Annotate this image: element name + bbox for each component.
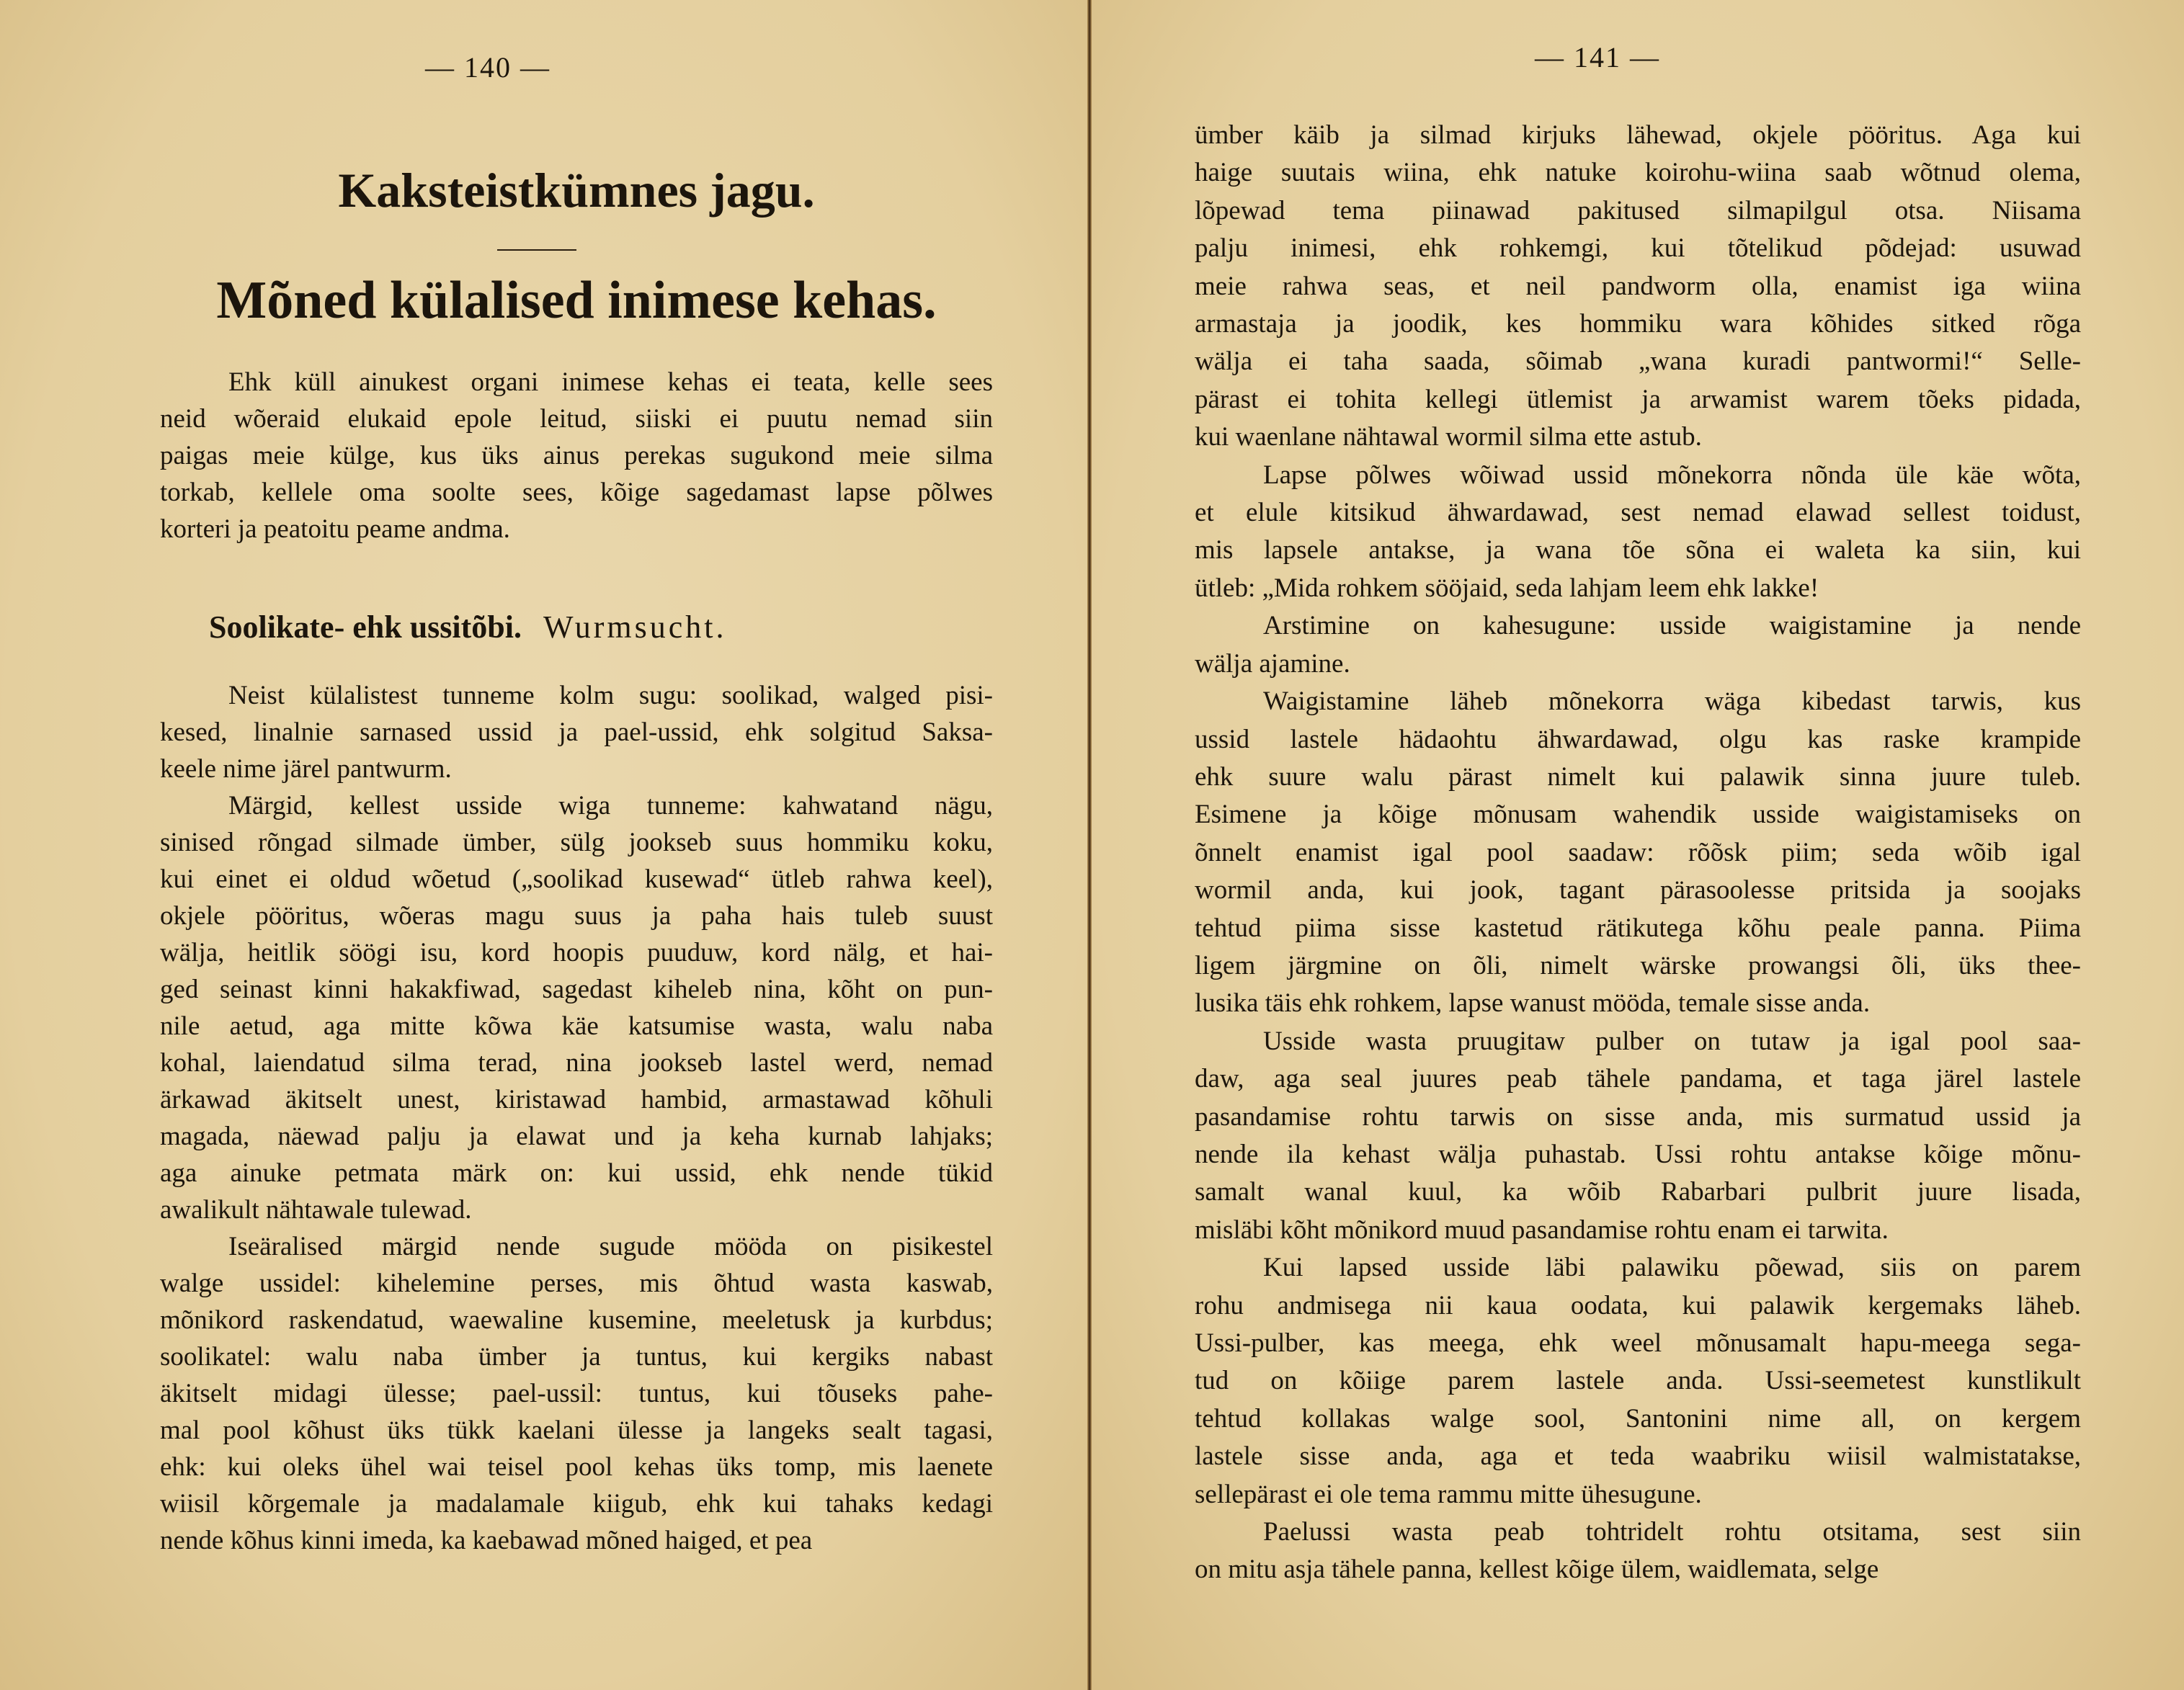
text-line: torkab, kellele oma soolte sees, kõige sagedamast lapse põlwes: [160, 478, 993, 507]
text-line: mal pool kõhust üks tükk kaelani ülesse ja langeks sealt tagasi,: [160, 1416, 993, 1445]
text-line: pasandamise rohtu tarwis on sisse anda, mis surmatud ussid ja: [1195, 1101, 2081, 1132]
text-line: Neist külalistest tunneme kolm sugu: soolikad, walged pisi-: [228, 681, 993, 710]
text-line: meie rahwa seas, et neil pandworm olla, enamist iga wiina: [1195, 271, 2081, 301]
text-line: mis lapsele antakse, ja wana tõe sõna ei waleta ka siin, kui: [1195, 535, 2081, 565]
text-line: Lapse põlwes wõiwad ussid mõnekorra nõnda üle käe wõta,: [1263, 460, 2081, 490]
text-line: pärast ei tohita kellegi ütlemist ja arwamist warem tõeks pidada,: [1195, 384, 2081, 414]
text-line: lõpewad tema piinawad pakitused silmapilgul otsa. Niisama: [1195, 195, 2081, 225]
text-line: wälja ajamine.: [1195, 648, 1350, 679]
section-heading-german: Wurmsucht.: [543, 609, 727, 645]
text-line: lusika täis ehk rohkem, lapse wanust mööda, temale sisse anda.: [1195, 988, 1871, 1019]
page-number: — 141 —: [1535, 41, 1660, 73]
intro-paragraph: [160, 364, 993, 547]
text-line: sinised rõngad silmade ümber, sülg jookseb suus hommiku koku,: [160, 828, 993, 857]
section-heading-title: Soolikate- ehk ussitõbi.: [209, 609, 522, 645]
text-line: kesed, linalnie sarnased ussid ja pael-ussid, ehk solgitud Saksa-: [160, 717, 993, 747]
text-line: aga ainuke petmata märk on: kui ussid, ehk nende tükid: [160, 1158, 993, 1188]
text-line: ligem järgmine on õli, nimelt wärske prowangsi õli, üks thee-: [1195, 950, 2081, 980]
text-line: soolikatel: walu naba ümber ja tuntus, kui kergiks nabast: [160, 1342, 993, 1372]
left-body-text: [160, 677, 993, 1559]
text-line: rohu andmisega nii kaua oodata, kui palawik kergemaks läheb.: [1195, 1290, 2081, 1320]
chapter-title: Kaksteistkümnes jagu.: [338, 163, 815, 218]
text-line: kui waenlane nähtawal wormil silma ette astub.: [1195, 422, 1702, 452]
text-line: Arstimine on kahesugune: usside waigistamine ja nende: [1263, 611, 2081, 641]
chapter-subtitle: Mõned külalised inimese kehas.: [216, 271, 937, 330]
text-line: keele nime järel pantwurm.: [160, 754, 452, 784]
text-line: ehk: kui oleks ühel wai teisel pool kehas üks tomp, mis laenete: [160, 1452, 993, 1482]
text-line: Iseäralised märgid nende sugude mööda on pisikestel: [228, 1232, 993, 1261]
text-line: daw, aga seal juures peab tähele pandama, et taga järel lastele: [1195, 1064, 2081, 1094]
text-line: tud on kõiige parem lastele anda. Ussi-seemetest kunstlikult: [1195, 1366, 2081, 1396]
text-line: Paelussi wasta peab tohtridelt rohtu otsitama, sest siin: [1263, 1517, 2081, 1547]
text-line: nende kõhus kinni imeda, ka kaebawad mõned haiged, et pea: [160, 1526, 813, 1555]
text-line: Ussi-pulber, kas meega, ehk weel mõnusamalt hapu-meega sega-: [1195, 1328, 2081, 1358]
text-line: on mitu asja tähele panna, kellest kõige ülem, waidlemata, selge: [1195, 1555, 1879, 1585]
text-line: magada, näewad palju ja elawat und ja keha kurnab lahjaks;: [160, 1122, 993, 1151]
text-line: õnnelt enamist igal pool saadaw: rõõsk piim; seda wõib igal: [1195, 837, 2081, 867]
text-line: armastaja ja joodik, kes hommiku wara kõhides sitked rõga: [1195, 309, 2081, 339]
text-line: Märgid, kellest usside wiga tunneme: kahwatand nägu,: [228, 791, 993, 821]
text-line: samalt wanal kuul, ka wõib Rabarbari pulbrit juure lisada,: [1195, 1177, 2081, 1207]
text-line: ehk suure walu pärast nimelt kui palawik sinna juure tuleb.: [1195, 761, 2081, 792]
text-line: et elule kitsikud ähwardawad, sest nemad elawad sellest toidust,: [1195, 498, 2081, 528]
text-line: lastele sisse anda, aga et teda waabriku wiisil walmistatakse,: [1195, 1441, 2081, 1472]
text-line: ümber käib ja silmad kirjuks lähewad, okjele pööritus. Aga kui: [1195, 120, 2081, 150]
right-page: [1092, 0, 2184, 1690]
text-line: Usside wasta pruugitaw pulber on tutaw ja igal pool saa-: [1263, 1026, 2081, 1056]
text-line: nile aetud, aga mitte kõwa käe katsumise wasta, walu naba: [160, 1011, 993, 1041]
text-line: okjele pööritus, wõeras magu suus ja paha hais tuleb suust: [160, 901, 993, 931]
title-divider: [497, 249, 576, 251]
text-line: ussid lastele hädaohtu ähwardawad, olgu kas raske krampide: [1195, 724, 2081, 754]
text-line: wälja, heitlik söögi isu, kord hoopis puuduw, kord nälg, et hai-: [160, 938, 993, 967]
text-line: ged seinast kinni hakakfiwad, sagedast kiheleb nina, kõht on pun-: [160, 975, 993, 1004]
text-line: wormil anda, kui jook, tagant pärasoolesse pritsida ja soojaks: [1195, 875, 2081, 906]
right-body-text: [1195, 117, 2081, 1589]
text-line: paigas meie külge, kus üks ainus perekas sugukond meie silma: [160, 441, 993, 470]
text-line: Ehk küll ainukest organi inimese kehas ei teata, kelle sees: [228, 367, 993, 397]
text-line: awalikult nähtawale tulewad.: [160, 1195, 472, 1225]
text-line: ütleb: „Mida rohkem sööjaid, seda lahjam leem ehk lakke!: [1195, 573, 1819, 603]
text-line: tehtud piima sisse kastetud rätikutega kõhu peale panna. Piima: [1195, 913, 2081, 943]
text-line: äkitselt midagi ülesse; pael-ussil: tuntus, kui tõuseks pahe-: [160, 1379, 993, 1408]
text-line: kohal, laiendatud silma terad, nina jookseb lastel werd, nemad: [160, 1048, 993, 1078]
text-line: ärkawad äkitselt unest, kiristawad hambid, armastawad kõhuli: [160, 1085, 993, 1114]
section-heading: [209, 609, 727, 645]
text-line: mõnikord raskendatud, waewaline kusemine, meeletusk ja kurbdus;: [160, 1305, 993, 1335]
text-line: sellepärast ei ole tema rammu mitte ühesugune.: [1195, 1479, 1702, 1509]
text-line: Esimene ja kõige mõnusam wahendik usside waigistamiseks on: [1195, 800, 2081, 830]
text-line: tehtud kollakas walge sool, Santonini nime all, on kergem: [1195, 1403, 2081, 1434]
text-line: neid wõeraid elukaid epole leitud, siiski ei puutu nemad siin: [160, 404, 993, 434]
text-line: haige suutais wiina, ehk natuke koirohu-wiina saab wõtnud olema,: [1195, 158, 2081, 188]
text-line: walge ussidel: kihelemine perses, mis õhtud wasta kaswab,: [160, 1269, 993, 1298]
page-number: — 140 —: [425, 51, 551, 84]
text-line: nende ila kehast wälja puhastab. Ussi rohtu antakse kõige mõnu-: [1195, 1139, 2081, 1169]
text-line: palju inimesi, ehk rohkemgi, kui tõtelikud põdejad: usuwad: [1195, 233, 2081, 264]
left-page: [0, 0, 1090, 1690]
text-line: wälja ei taha saada, sõimab „wana kuradi pantwormi!“ Selle-: [1195, 347, 2081, 377]
text-line: kui einet ei oldud wõetud („soolikad kusewad“ ütleb rahwa keel),: [160, 864, 993, 894]
text-line: Kui lapsed usside läbi palawiku põewad, siis on parem: [1263, 1253, 2081, 1283]
text-line: korteri ja peatoitu peame andma.: [160, 514, 510, 544]
text-line: misläbi kõht mõnikord muud pasandamise rohtu enam ei tarwita.: [1195, 1215, 1889, 1245]
text-line: wiisil kõrgemale ja madalamale kiigub, ehk kui tahaks kedagi: [160, 1489, 993, 1519]
text-line: Waigistamine läheb mõnekorra wäga kibedast tarwis, kus: [1263, 687, 2081, 717]
